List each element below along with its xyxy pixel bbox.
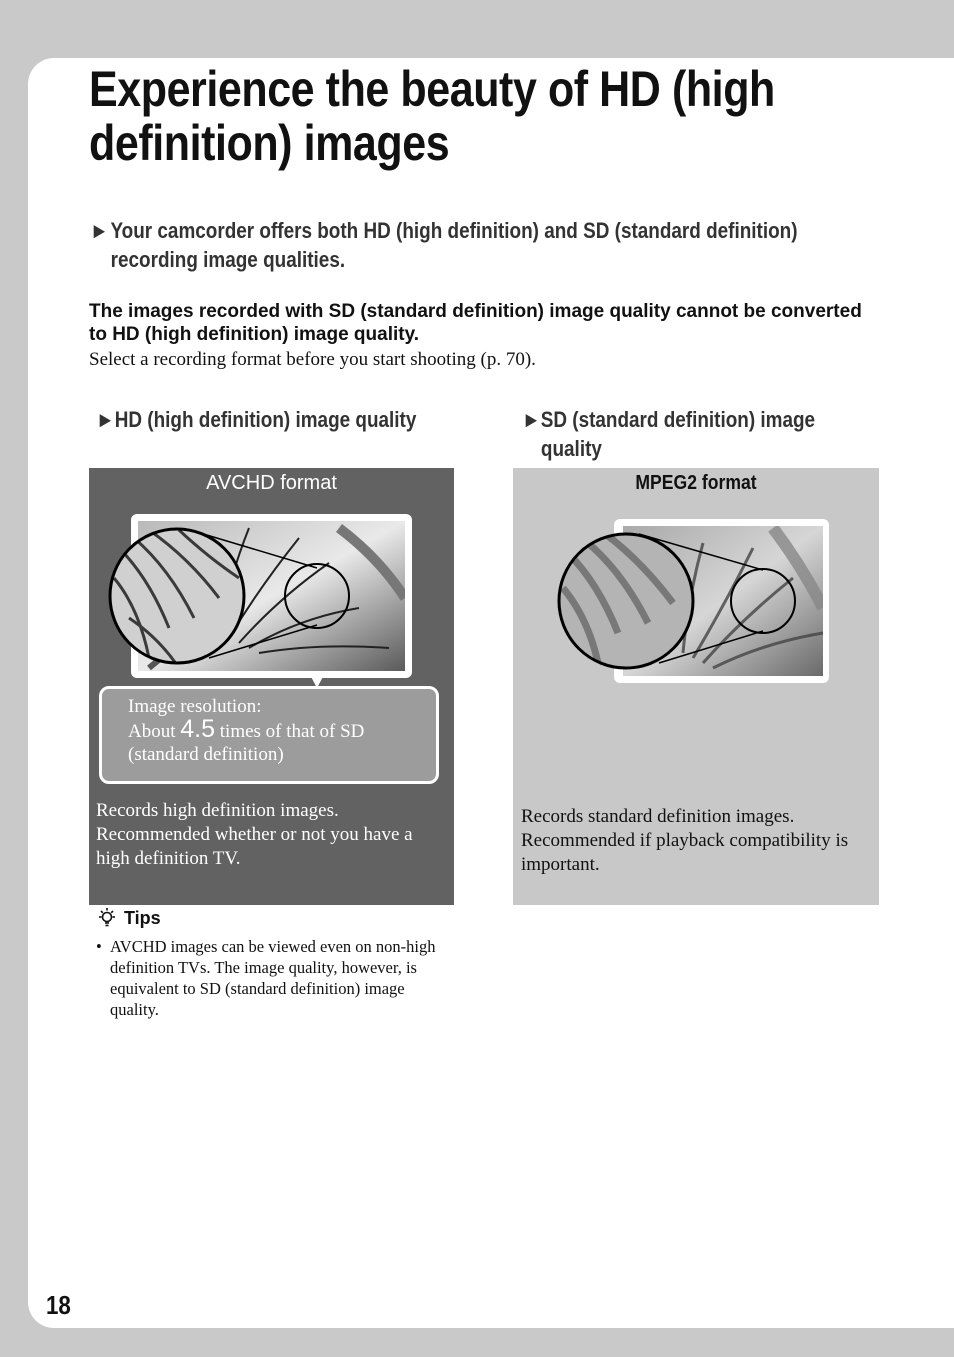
mpeg2-format-label: MPEG2 format [635,472,757,494]
list-item: • AVCHD images can be viewed even on non-high definition TVs. The image quality, however, is equivalent to SD (standard definition) image quality. [96,936,456,1020]
subheading-marker: ► [90,218,109,243]
sd-description: Records standard definition images. Recommended if playback compatibility is important. [521,806,849,875]
resolution-comparison: times of that of SD [215,721,365,742]
page-title: Experience the beauty of HD (high definition) images [89,61,775,171]
page-number: 18 [46,1290,71,1320]
hd-panel [89,468,454,905]
format-instruction: Select a recording format before you start shooting (p. 70). [89,349,536,370]
hd-description: Records high definition images. Recommended whether or not you have a high definition TV. [96,800,413,869]
resolution-label: Image resolution: [128,696,262,717]
tips-label: Tips [124,908,161,928]
subheading-line-2: recording image qualities. [110,247,346,272]
sd-heading-line-2: quality [540,436,602,461]
sd-panel [513,468,879,905]
sd-heading-line-1: ►SD (standard definition) image [522,407,816,432]
resolution-about: About [128,721,181,742]
lightbulb-icon [96,907,118,929]
sd-column-heading [522,405,900,463]
conversion-warning: The images recorded with SD (standard definition) image quality cannot be converted to HD (high definition) image quality. [89,301,862,345]
hd-flower-photo [89,468,454,698]
subheading-line-1: Your camcorder offers both HD (high definition) and SD (standard definition) [110,218,798,243]
sd-flower-photo [513,468,879,698]
hd-column-heading: ►HD (high definition) image quality [96,407,417,432]
resolution-sd-note: (standard definition) [128,744,284,765]
resolution-factor: 4.5 [180,715,216,743]
tips-list [96,936,456,1020]
tips-heading [96,905,161,931]
intro-subheading [90,216,847,274]
avchd-format-label: AVCHD format [206,472,337,494]
resolution-callout [99,686,439,784]
